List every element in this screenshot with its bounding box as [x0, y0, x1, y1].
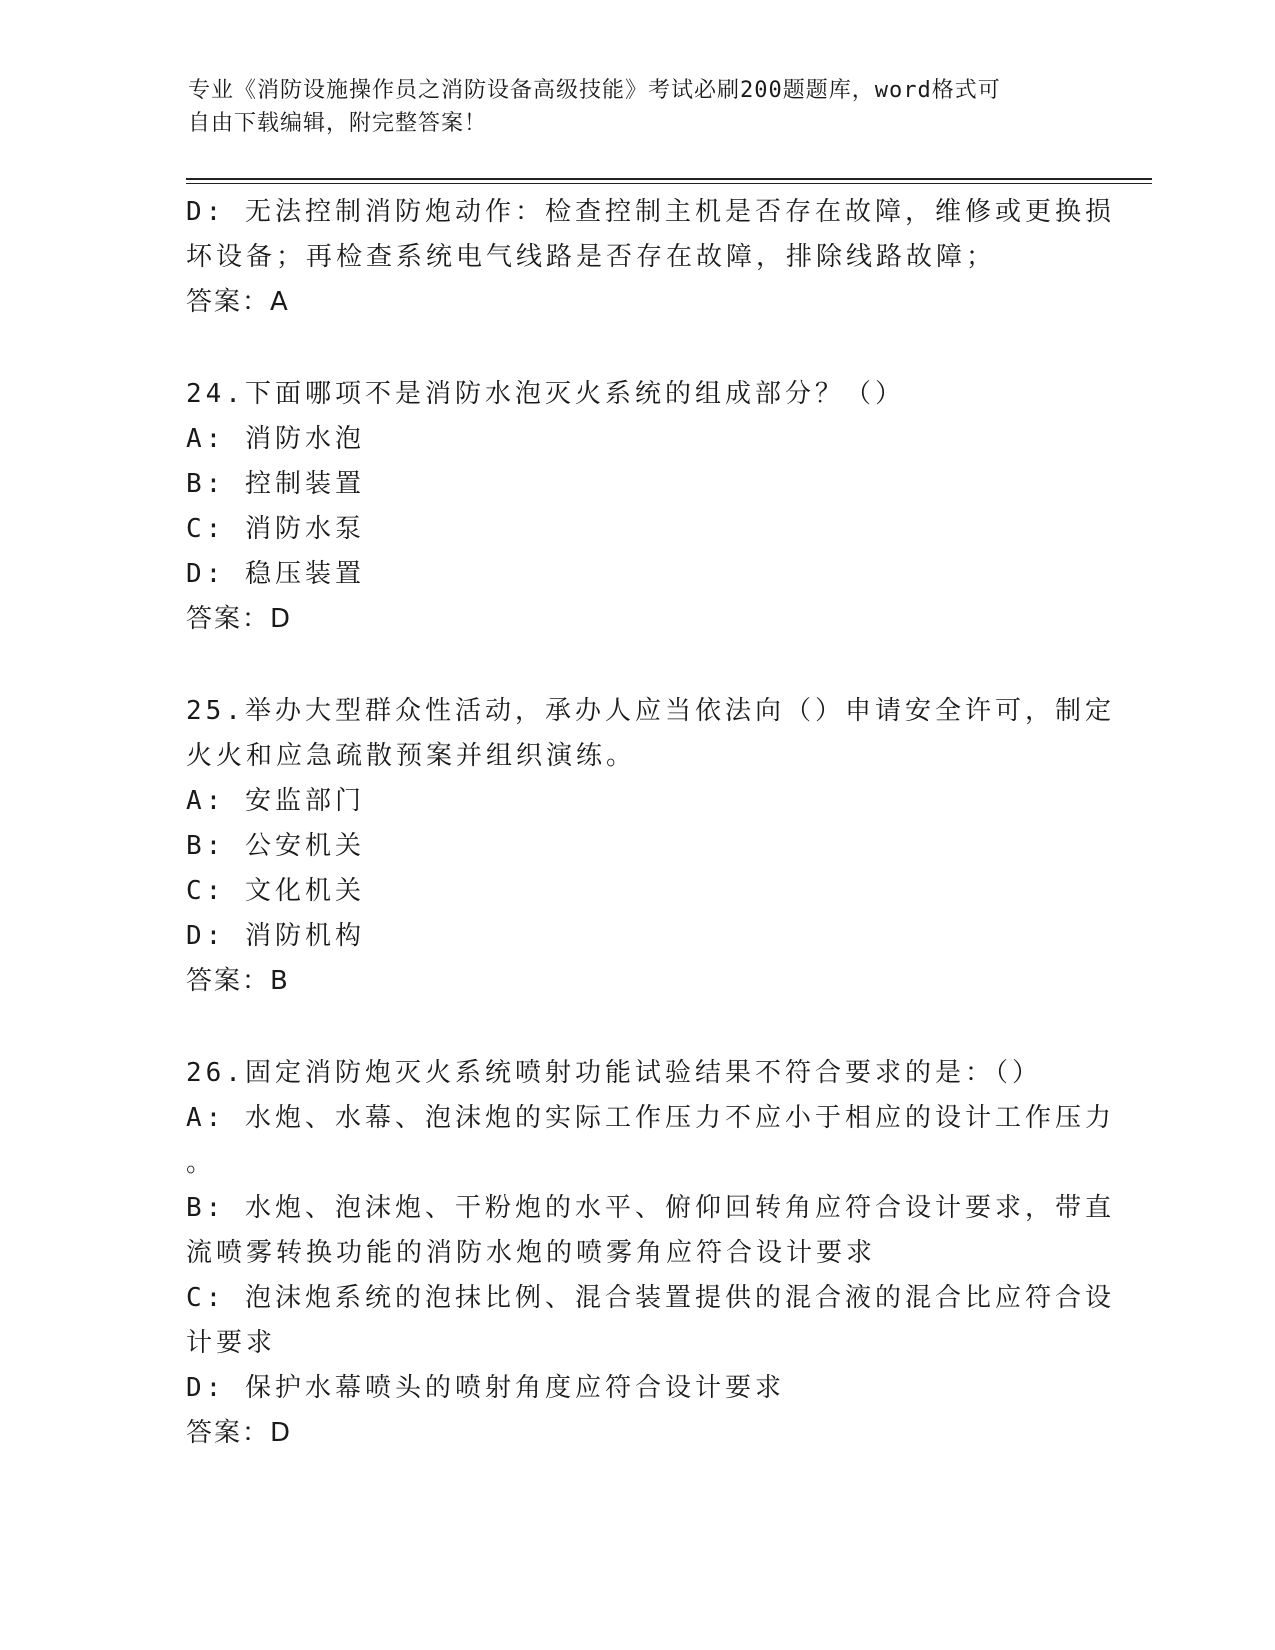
- option-d: D: 消防机构: [186, 921, 365, 951]
- answer-line: 答案：D: [186, 1418, 293, 1448]
- option-d-line-2: 坏设备；再检查系统电气线路是否存在故障，排除线路故障；: [186, 242, 997, 272]
- option-b: B: 控制装置: [186, 469, 365, 499]
- question-26: [186, 1051, 1115, 1456]
- question-25: [186, 689, 1115, 1004]
- option-a-line-1: A: 水炮、水幕、泡沫炮的实际工作压力不应小于相应的设计工作压力: [186, 1103, 1115, 1133]
- option-a: A: 消防水泡: [186, 424, 365, 454]
- option-c: C: 文化机关: [186, 876, 365, 906]
- question-24: [186, 372, 1086, 642]
- answer-line: 答案：B: [186, 966, 290, 996]
- question-stem-line-2: 火火和应急疏散预案并组织演练。: [186, 741, 637, 771]
- header-divider-thin: [186, 183, 1152, 184]
- option-c-line-2: 计要求: [186, 1328, 277, 1358]
- option-b-line-1: B: 水炮、泡沫炮、干粉炮的水平、俯仰回转角应符合设计要求，带直: [186, 1193, 1115, 1223]
- document-header: [188, 74, 1068, 140]
- question-stem-line-1: 25.举办大型群众性活动，承办人应当依法向（）申请安全许可，制定: [186, 696, 1115, 726]
- option-c: C: 消防水泵: [186, 514, 365, 544]
- question-stem: 24.下面哪项不是消防水泡灭火系统的组成部分？（）: [186, 379, 905, 409]
- answer-line: 答案：D: [186, 604, 293, 634]
- option-a: A: 安监部门: [186, 786, 365, 816]
- option-b-line-2: 流喷雾转换功能的消防水炮的喷雾角应符合设计要求: [186, 1238, 877, 1268]
- header-divider: [186, 178, 1152, 180]
- question-stem: 26.固定消防炮灭火系统喷射功能试验结果不符合要求的是：（）: [186, 1058, 1042, 1088]
- option-d-line-1: D: 无法控制消防炮动作：检查控制主机是否存在故障，维修或更换损: [186, 197, 1115, 227]
- option-c-line-1: C: 泡沫炮系统的泡抹比例、混合装置提供的混合液的混合比应符合设: [186, 1283, 1115, 1313]
- spacer: [186, 1004, 1086, 1051]
- header-line-2: 自由下载编辑，附完整答案！: [188, 111, 488, 136]
- option-d: D: 稳压装置: [186, 559, 365, 589]
- option-b: B: 公安机关: [186, 831, 365, 861]
- spacer: [186, 325, 1086, 372]
- header-line-1: 专业《消防设施操作员之消防设备高级技能》考试必刷200题题库，word格式可: [188, 78, 1001, 103]
- option-a-line-2: 。: [186, 1148, 217, 1178]
- spacer: [186, 642, 1086, 689]
- answer-line: 答案：A: [186, 287, 290, 317]
- option-d: D: 保护水幕喷头的喷射角度应符合设计要求: [186, 1373, 785, 1403]
- question-23-fragment: [186, 190, 1115, 325]
- document-body: [186, 190, 1115, 1456]
